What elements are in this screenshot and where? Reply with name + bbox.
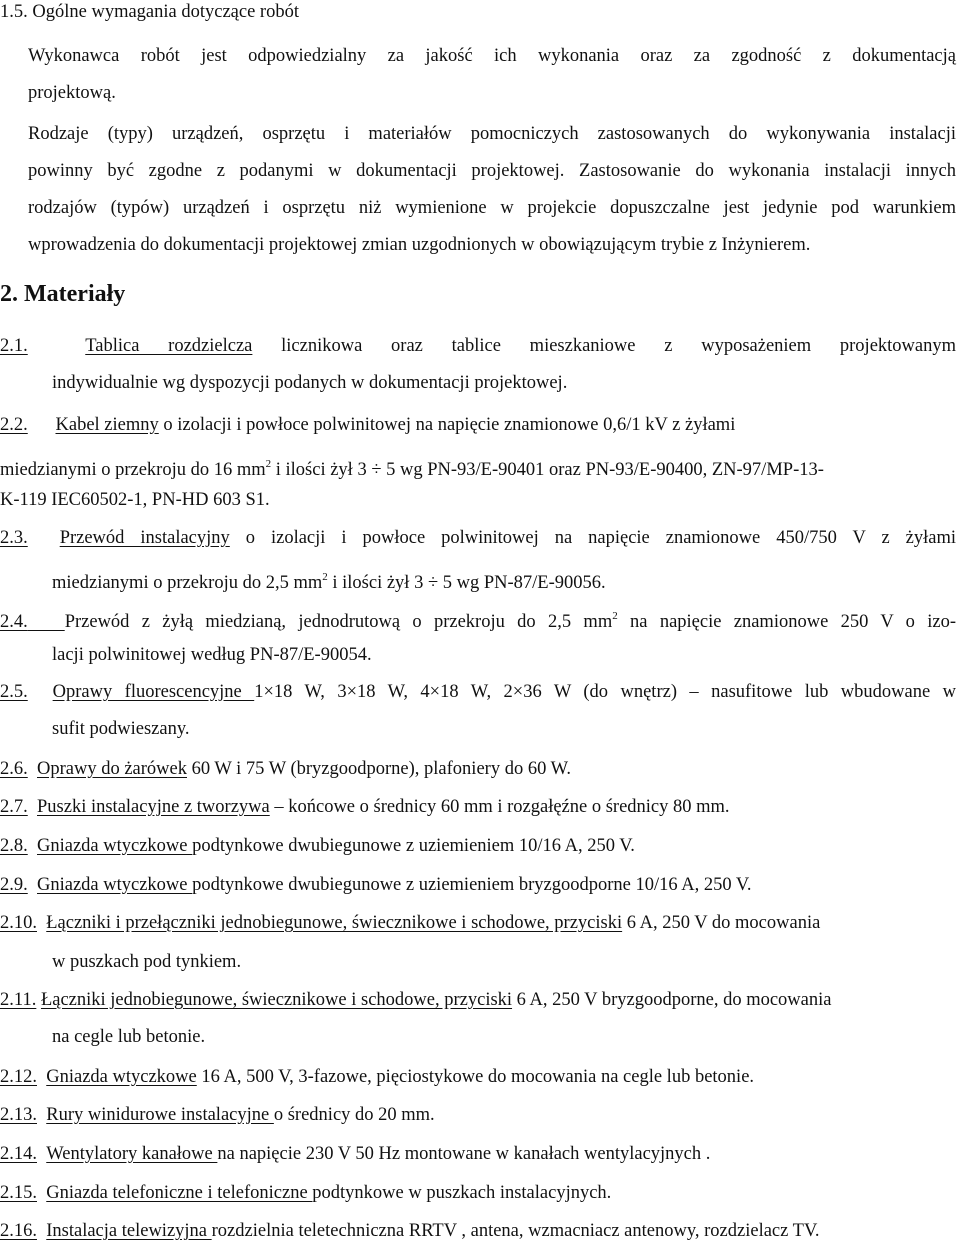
item-text: 16 A, 500 V, 3-fazowe, pięciostykowe do mocowania na cegle lub betonie. [196, 1067, 755, 1087]
item-number: 2.5. [0, 682, 28, 702]
list-item [0, 796, 730, 818]
item-title: Rury winidurowe instalacyjne [46, 1105, 274, 1125]
list-item [0, 874, 752, 896]
item-title: Łączniki i przełączniki jednobiegunowe, świecznikowe i schodowe, przyciski [46, 913, 623, 933]
item-text: K-119 IEC60502-1, PN-HD 603 S1. [0, 490, 270, 510]
item-text: miedzianymi o przekroju do 16 $mm^2$ i ilości żył 3 ÷ 5 wg PN-93/E-90401 oraz PN-93/E-90400, ZN-97/MP-13- [0, 458, 824, 480]
item-number: 2.7. [0, 797, 28, 817]
item-text: miedzianymi o przekroju do 2,5 $mm^2$ i ilości żył 3 ÷ 5 wg PN-87/E-90056. [52, 571, 606, 593]
list-item [0, 1182, 611, 1204]
item-text: lacji polwinitowej według PN-87/E-90054. [52, 645, 372, 665]
list-item [0, 414, 735, 436]
item-text: licznikowa oraz tablice mieszkaniowe z wyposażeniem projektowanym [252, 336, 957, 356]
item-number: 2.15. [0, 1183, 37, 1203]
list-item [0, 681, 956, 703]
item-number: 2.11. [0, 990, 37, 1010]
item-number: 2.8. [0, 836, 28, 856]
item-text: rozdzielnia teletechniczna RRTV , antena, wzmacniacz antenowy, rozdzielacz TV. [211, 1221, 820, 1241]
item-number: 2.4. [0, 612, 28, 632]
item-number: 2.10. [0, 913, 37, 933]
item-number: 2.13. [0, 1105, 37, 1125]
item-title: Oprawy do żarówek [37, 759, 187, 779]
list-item [0, 989, 831, 1011]
item-text: 60 W i 75 W (bryzgoodporne), plafoniery do 60 W. [187, 759, 571, 779]
item-title: Wentylatory kanałowe [46, 1144, 218, 1164]
item-text: podtynkowe dwubiegunowe z uziemieniem 10/16 A, 250 V. [192, 836, 635, 856]
list-item [0, 1104, 435, 1126]
item-text: 1×18 W, 3×18 W, 4×18 W, 2×36 W (do wnętrz) – nasufitowe lub wbudowane w [254, 682, 956, 702]
item-text: o średnicy do 20 mm. [273, 1105, 435, 1125]
item-number: 2.1. [0, 336, 28, 356]
list-item [0, 335, 956, 357]
item-number: 2.14. [0, 1144, 37, 1164]
item-text: na cegle lub betonie. [52, 1027, 206, 1047]
item-title: Przewód instalacyjny [59, 528, 230, 548]
list-item [0, 605, 956, 633]
item-title: Kabel ziemny [55, 415, 159, 435]
item-text: na napięcie 230 V 50 Hz montowane w kanałach wentylacyjnych . [217, 1144, 711, 1164]
item-title: Gniazda telefoniczne i telefoniczne [46, 1183, 313, 1203]
item-number: 2.6. [0, 759, 28, 779]
item-title: Łączniki jednobiegunowe, świecznikowe i schodowe, przyciski [40, 990, 513, 1010]
item-number: 2.16. [0, 1221, 37, 1241]
item-text: podtynkowe w puszkach instalacyjnych. [312, 1183, 612, 1203]
item-title: Gniazda wtyczkowe [46, 1067, 197, 1087]
item-title: Gniazda wtyczkowe [37, 836, 193, 856]
item-text: sufit podwieszany. [52, 719, 190, 739]
item-text: indywidualnie wg dyspozycji podanych w dokumentacji projektowej. [52, 373, 568, 393]
item-text: o izolacji i powłoce polwinitowej na napięcie znamionowe 450/750 V z żyłami [229, 528, 956, 548]
item-title: Tablica rozdzielcza [85, 336, 253, 356]
paragraph-2-line: rodzajów (typów) urządzeń i osprzętu niż wymienione w projekcie dopuszczalne jest jedynie pod warunkiem [28, 198, 956, 218]
item-number: 2.3. [0, 528, 28, 548]
list-item [0, 1220, 820, 1242]
paragraph-1-line: Wykonawca robót jest odpowiedzialny za jakość ich wykonania oraz za zgodność z dokumentacją [28, 46, 956, 66]
item-number: 2.2. [0, 415, 28, 435]
item-number: 2.9. [0, 875, 28, 895]
list-item [0, 527, 956, 549]
item-number: 2.12. [0, 1067, 37, 1087]
item-text: 6 A, 250 V do mocowania [622, 913, 821, 933]
item-title: Instalacja telewizyjna [46, 1221, 212, 1241]
item-text: o izolacji i powłoce polwinitowej na napięcie znamionowe 0,6/1 kV z żyłami [158, 415, 736, 435]
list-item [0, 835, 635, 857]
item-text: Przewód z żyłą miedzianą, jednodrutową o przekroju do 2,5 $mm^2$ na napięcie znamionowe 250 V o izo- [64, 610, 957, 632]
item-text: – końcowe o średnicy 60 mm i rozgałęźne o średnicy 80 mm. [269, 797, 730, 817]
item-title: Puszki instalacyjne z tworzywa [37, 797, 270, 817]
paragraph-2-line: Rodzaje (typy) urządzeń, osprzętu i materiałów pomocniczych zastosowanych do wykonywania instalacji [28, 124, 956, 144]
paragraph-1-line: projektową. [28, 83, 116, 103]
section-heading-1-5: 1.5. Ogólne wymagania dotyczące robót [0, 2, 299, 22]
section-heading-2: 2. Materiały [0, 281, 126, 307]
list-item [0, 758, 571, 780]
list-item [0, 912, 820, 934]
list-item [0, 1143, 710, 1165]
item-text: w puszkach pod tynkiem. [52, 952, 242, 972]
paragraph-2-line: wprowadzenia do dokumentacji projektowej zmian uzgodnionych w obowiązującym trybie z Inżynierem. [28, 235, 811, 255]
item-title: Gniazda wtyczkowe [37, 875, 193, 895]
paragraph-2-line: powinny być zgodne z podanymi w dokumentacji projektowej. Zastosowanie do wykonania instalacji innych [28, 161, 956, 181]
list-item [0, 1066, 754, 1088]
item-text: 6 A, 250 V bryzgoodporne, do mocowania [512, 990, 832, 1010]
item-title: Oprawy fluorescencyjne [52, 682, 255, 702]
item-text: podtynkowe dwubiegunowe z uziemieniem bryzgoodporne 10/16 A, 250 V. [192, 875, 752, 895]
